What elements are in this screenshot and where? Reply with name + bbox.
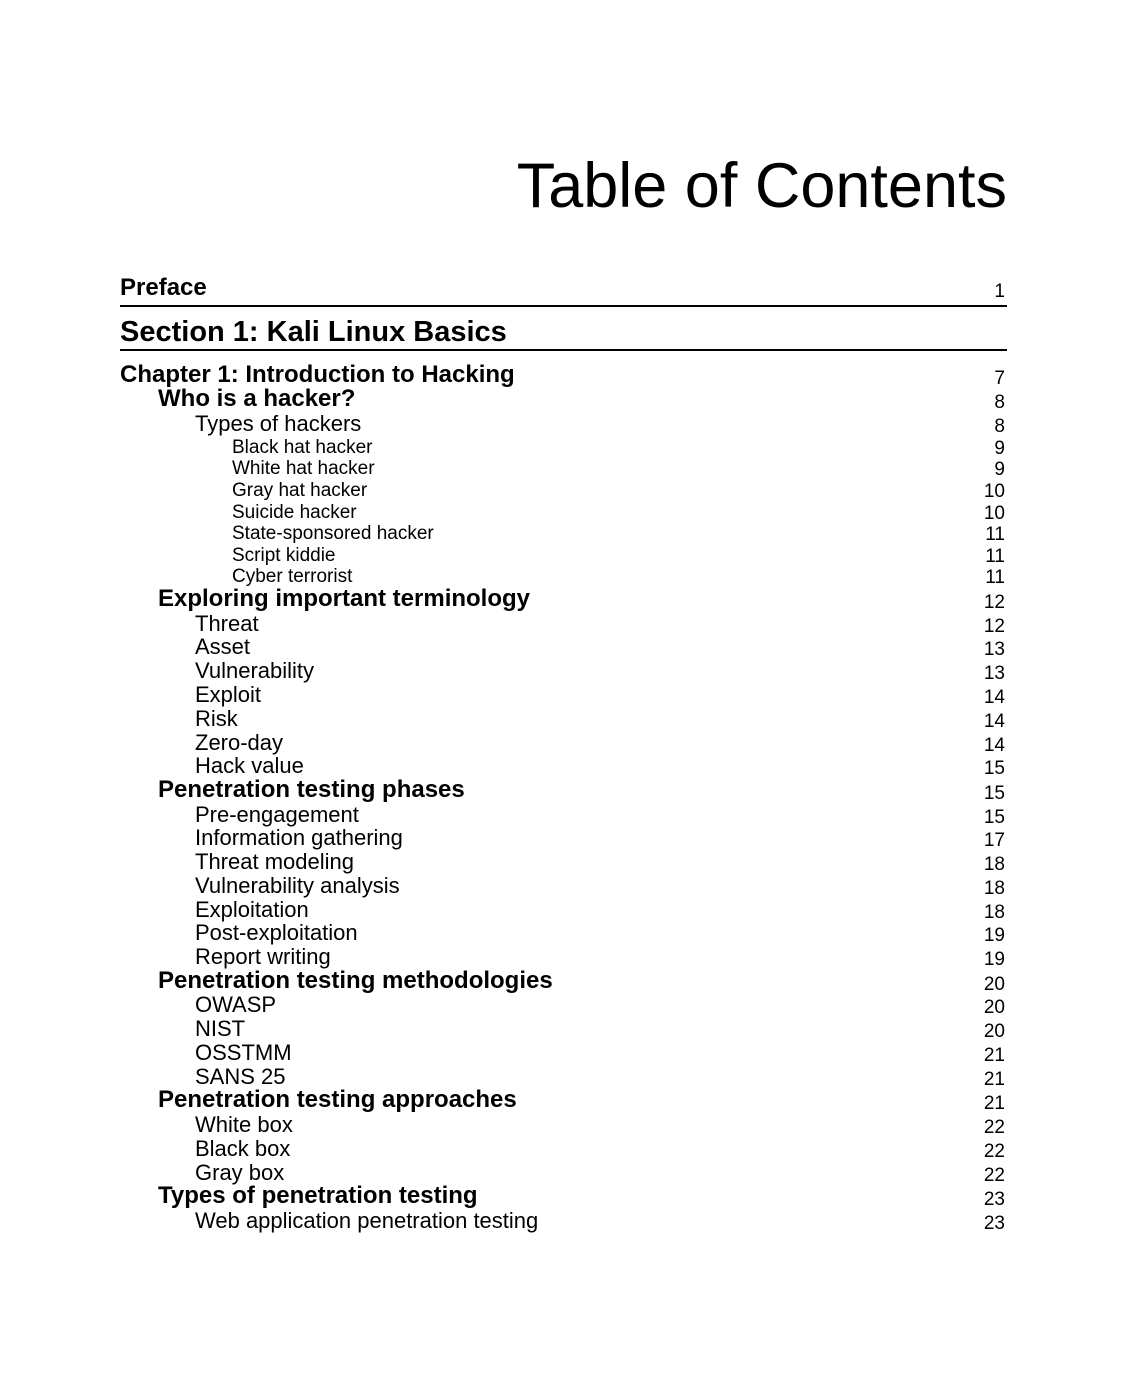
- toc-entry[interactable]: [120, 920, 1007, 947]
- toc-entry-label: Threat: [195, 610, 259, 636]
- toc-entry-page-number: 18: [983, 854, 1005, 876]
- toc-entry-label: Risk: [195, 705, 238, 731]
- toc-entry[interactable]: [120, 1182, 1007, 1211]
- toc-entry-label: SANS 25: [195, 1063, 286, 1089]
- toc-entry-label: OSSTMM: [195, 1040, 292, 1066]
- toc-entry-label: Black hat hacker: [232, 436, 373, 458]
- toc-entry-label: Post-exploitation: [195, 920, 358, 946]
- toc-entry-label: Vulnerability: [195, 658, 315, 684]
- toc-entry-label: Web application penetration testing: [195, 1207, 539, 1233]
- toc-entry-label: Asset: [195, 634, 251, 660]
- toc-section-label: Section 1: Kali Linux Basics: [120, 316, 507, 348]
- toc-entry-label: Exploitation: [195, 896, 309, 922]
- toc-entry-label: Types of penetration testing: [158, 1182, 478, 1210]
- toc-entry-page-number: 21: [983, 1068, 1005, 1090]
- toc-entry-label: White hat hacker: [232, 458, 375, 480]
- toc-entry-label: NIST: [195, 1016, 246, 1042]
- toc-entry-page-number: 23: [983, 1212, 1005, 1234]
- toc-entry-label: Vulnerability analysis: [195, 872, 400, 898]
- page-title: Table of Contents: [516, 151, 1007, 221]
- toc-entry-page-number: 14: [983, 686, 1005, 708]
- toc-entry-label: Exploit: [195, 681, 262, 707]
- toc-entry-page-number: 17: [983, 830, 1005, 852]
- toc-entry-page-number: 11: [985, 567, 1005, 589]
- toc-entry-label: Report writing: [195, 944, 331, 970]
- toc-entry[interactable]: [120, 385, 1007, 414]
- toc-entry-label: Gray box: [195, 1159, 285, 1185]
- toc-entry[interactable]: [120, 1114, 1007, 1138]
- toc-entry-page-number: 13: [983, 663, 1005, 685]
- toc-entry[interactable]: [120, 896, 1007, 923]
- toc-entry-label: Pre-engagement: [195, 801, 359, 827]
- toc-entry-page-number: 19: [983, 949, 1005, 971]
- toc-entry[interactable]: [120, 801, 1007, 828]
- toc-entry-page-number: 20: [983, 973, 1005, 995]
- toc-entry-label: Suicide hacker: [232, 501, 357, 523]
- toc-entry[interactable]: [120, 502, 1007, 524]
- toc-entry-page-number: 19: [983, 925, 1005, 947]
- toc-entry-label: State-sponsored hacker: [232, 523, 434, 545]
- toc-entry-page-number: 21: [983, 1045, 1005, 1067]
- toc-entry[interactable]: [120, 480, 1007, 502]
- toc-entry-page-number: 12: [983, 615, 1005, 637]
- toc-entry-page-number: 22: [983, 1164, 1005, 1186]
- toc-entry[interactable]: [120, 610, 1007, 637]
- toc-entry-page-number: 15: [983, 806, 1005, 828]
- toc-entry[interactable]: [120, 705, 1007, 732]
- toc-entry[interactable]: [120, 1135, 1007, 1162]
- toc-entry-page-number: 14: [983, 710, 1005, 732]
- toc-entry-label: Penetration testing methodologies: [158, 966, 553, 994]
- toc-entry-label: Cyber terrorist: [232, 566, 353, 588]
- toc-entry[interactable]: [120, 851, 1007, 875]
- toc-section-heading[interactable]: [120, 307, 1007, 351]
- toc-entry-page-number: 10: [983, 502, 1005, 524]
- toc-entry-page-number: 10: [983, 480, 1005, 502]
- toc-entry[interactable]: [120, 872, 1007, 899]
- toc-entry[interactable]: [120, 524, 1007, 546]
- toc-entry-page-number: 20: [983, 1021, 1005, 1043]
- toc-entry-list: [120, 385, 1007, 1234]
- toc-entry-page-number: 18: [983, 901, 1005, 923]
- toc-entry-page-number: 8: [994, 392, 1005, 414]
- toc-entry-label: Penetration testing approaches: [158, 1086, 517, 1114]
- toc-entry[interactable]: [120, 545, 1007, 567]
- toc-entry-label: Who is a hacker?: [158, 385, 356, 413]
- toc-entry[interactable]: [120, 729, 1007, 756]
- toc-entry-page-number: 1: [994, 281, 1005, 302]
- toc-entry-page-number: 14: [983, 734, 1005, 756]
- toc-entry-label: Hack value: [195, 753, 304, 779]
- toc-entry-page-number: 7: [994, 368, 1005, 389]
- toc-entry-page-number: 15: [983, 782, 1005, 804]
- toc-entry-page-number: 12: [983, 591, 1005, 613]
- toc-entry-preface[interactable]: [120, 276, 1007, 307]
- toc-entry[interactable]: [120, 1042, 1007, 1066]
- toc-entry[interactable]: [120, 966, 1007, 995]
- toc-entry-label: Types of hackers: [195, 411, 362, 437]
- toc-entry-label: Preface: [120, 274, 207, 301]
- toc-entry-label: Black box: [195, 1135, 291, 1161]
- toc-entry-page-number: 23: [983, 1189, 1005, 1211]
- toc-entry[interactable]: [120, 1086, 1007, 1115]
- toc-entry[interactable]: [120, 437, 1007, 459]
- toc-entry-label: Gray hat hacker: [232, 479, 368, 501]
- toc-entry[interactable]: [120, 1207, 1007, 1234]
- toc-entry-page-number: 22: [983, 1117, 1005, 1139]
- toc-entry[interactable]: [120, 992, 1007, 1019]
- toc-entry-page-number: 8: [994, 416, 1005, 438]
- toc-entry[interactable]: [120, 681, 1007, 708]
- toc-entry-label: Chapter 1: Introduction to Hacking: [120, 361, 515, 388]
- toc-entry-label: Penetration testing phases: [158, 775, 465, 803]
- toc-entry[interactable]: [120, 459, 1007, 481]
- toc-entry-page-number: 22: [983, 1140, 1005, 1162]
- toc-entry-page-number: 11: [985, 524, 1005, 546]
- toc-entry[interactable]: [120, 825, 1007, 852]
- toc-entry[interactable]: [120, 634, 1007, 661]
- toc-entry-page-number: 15: [983, 758, 1005, 780]
- toc-entry-page-number: 13: [983, 639, 1005, 661]
- toc-entry[interactable]: [120, 584, 1007, 613]
- table-of-contents: [120, 276, 1007, 1234]
- toc-entry-label: Exploring important terminology: [158, 584, 531, 612]
- toc-entry-label: Threat modeling: [195, 849, 354, 875]
- toc-entry-label: Script kiddie: [232, 544, 336, 566]
- toc-entry-page-number: 9: [994, 437, 1005, 459]
- toc-entry-page-number: 18: [983, 877, 1005, 899]
- toc-entry[interactable]: [120, 413, 1007, 437]
- toc-entry-page-number: 20: [983, 997, 1005, 1019]
- toc-entry[interactable]: [120, 775, 1007, 804]
- toc-entry[interactable]: [120, 660, 1007, 684]
- toc-entry[interactable]: [120, 1018, 1007, 1042]
- toc-entry-page-number: 11: [985, 545, 1005, 567]
- toc-entry-label: Information gathering: [195, 825, 403, 851]
- toc-entry-label: Zero-day: [195, 729, 284, 755]
- toc-entry-page-number: 21: [983, 1093, 1005, 1115]
- toc-entry-label: OWASP: [195, 992, 277, 1018]
- toc-entry-label: White box: [195, 1112, 293, 1138]
- toc-entry-page-number: 9: [994, 459, 1005, 481]
